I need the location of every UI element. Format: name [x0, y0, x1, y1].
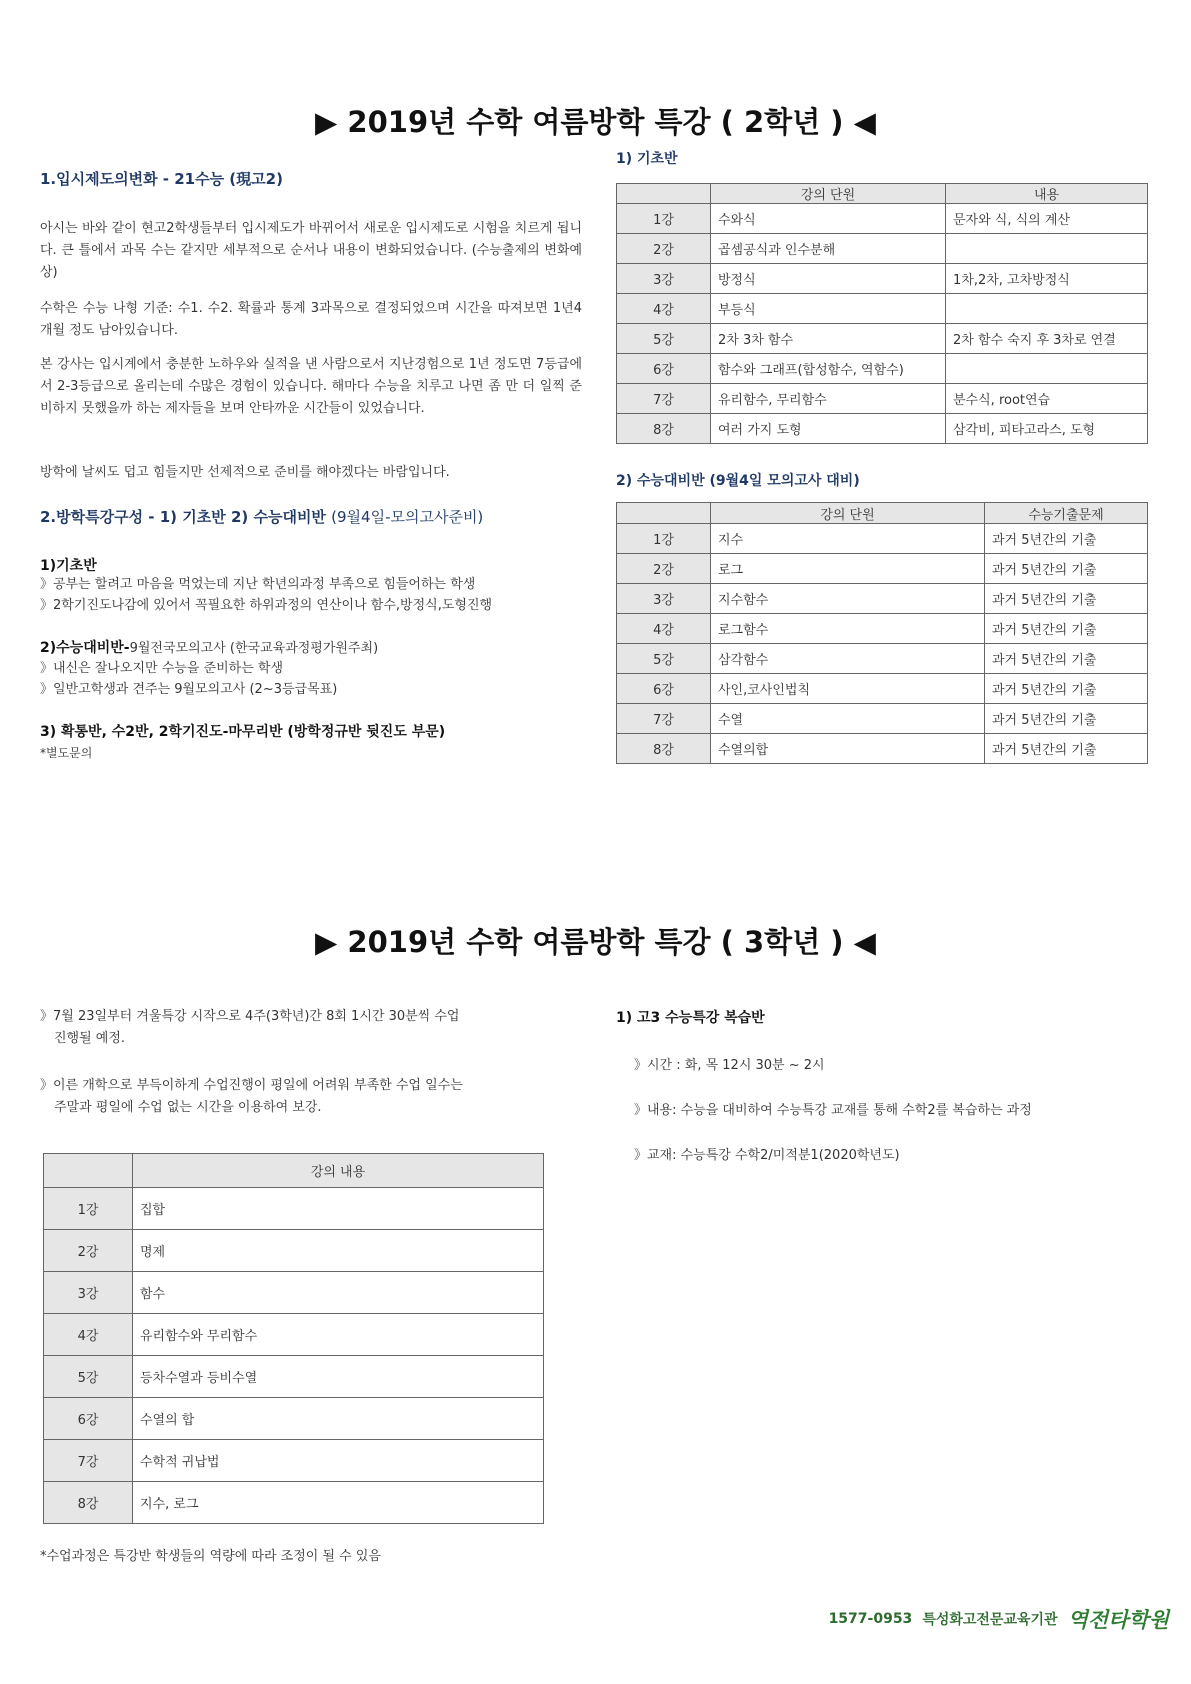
section1-paragraph-3: 본 강사는 입시계에서 충분한 노하우와 실적을 낸 사람으로서 지난경험으로 1년 정도면 7등급에서 2-3등급으로 올리는데 수많은 경험이 있습니다. 해마다 수능을 치루고 나면 좀 만 더 일찍 준비하지 못했을까 하는 제자들을 보며 안타까운 시간들이 있었습니다. — [40, 357, 582, 416]
review-class-content: 》내용: 수능을 대비하여 수능특강 교재를 통해 수학2를 복습하는 과정 — [634, 1103, 1032, 1118]
review-class-heading: 1) 고3 수능특강 복습반 — [616, 1010, 765, 1026]
grade3-intro-1-cont: 진행될 예정. — [54, 1031, 126, 1046]
table-row — [617, 644, 1148, 674]
table-row — [617, 584, 1148, 614]
review-class-time: 》시간 : 화, 목 12시 30분 ~ 2시 — [634, 1058, 825, 1073]
grade3-title: ▶ 2019년 수학 여름방학 특강 ( 3학년 ) ◀ — [315, 925, 876, 959]
header-unit: 강의 단원 — [711, 184, 946, 204]
table-row — [617, 704, 1148, 734]
lesson-unit: 사인,코사인법칙 — [711, 674, 985, 704]
diagonal-header-cell — [617, 184, 711, 204]
grade3-lesson-table — [43, 1153, 544, 1524]
section2-heading-sub: (9월4일-모의고사준비) — [331, 508, 484, 526]
table-row — [617, 384, 1148, 414]
lesson-content: 문자와 식, 식의 계산 — [946, 204, 1148, 234]
header-content: 수능기출문제 — [985, 503, 1148, 524]
footer-phone: 1577-0953 — [828, 1611, 913, 1627]
grade3-intro-2-cont: 주말과 평일에 수업 없는 시간을 이용하여 보강. — [54, 1100, 322, 1115]
table-row — [617, 324, 1148, 354]
lesson-content: 과거 5년간의 기출 — [985, 704, 1148, 734]
section1-paragraph-4: 방학에 날씨도 덥고 힘들지만 선제적으로 준비를 해야겠다는 바람입니다. — [40, 465, 450, 480]
lesson-number: 4강 — [44, 1314, 133, 1356]
csat-class-title — [40, 637, 378, 657]
lesson-content: 과거 5년간의 기출 — [985, 674, 1148, 704]
lesson-unit: 부등식 — [711, 294, 946, 324]
table-row — [617, 294, 1148, 324]
lesson-content: 삼각비, 피타고라스, 도형 — [946, 414, 1148, 444]
lesson-number: 7강 — [44, 1440, 133, 1482]
lesson-unit: 유리함수, 무리함수 — [711, 384, 946, 414]
header-content: 강의 내용 — [133, 1154, 544, 1188]
lesson-number: 8강 — [617, 414, 711, 444]
lesson-content: 등차수열과 등비수열 — [133, 1356, 544, 1398]
table-row — [617, 354, 1148, 384]
csat-class-table — [616, 502, 1148, 764]
section1-heading: 1.입시제도의변화 - 21수능 (現고2) — [40, 170, 283, 188]
lesson-content: 과거 5년간의 기출 — [985, 584, 1148, 614]
basic-class-item-2: 》2학기진도나감에 있어서 꼭필요한 하위과정의 연산이나 함수,방정식,도형진행 — [40, 598, 493, 613]
lesson-content: 과거 5년간의 기출 — [985, 734, 1148, 764]
csat-class-item-2: 》일반고학생과 견주는 9월모의고사 (2~3등급목표) — [40, 682, 338, 697]
other-class-title: 3) 확통반, 수2반, 2학기진도-마무리반 (방학정규반 뒷진도 부문) — [40, 724, 446, 740]
section2-heading-main: 2.방학특강구성 - 1) 기초반 2) 수능대비반 — [40, 508, 326, 526]
header-content: 내용 — [946, 184, 1148, 204]
lesson-content: 수학적 귀납법 — [133, 1440, 544, 1482]
csat-class-title-main: 2)수능대비반- — [40, 640, 130, 656]
lesson-number: 1강 — [617, 524, 711, 554]
lesson-content — [946, 354, 1148, 384]
lesson-content: 과거 5년간의 기출 — [985, 644, 1148, 674]
lesson-content: 유리함수와 무리함수 — [133, 1314, 544, 1356]
lesson-unit: 로그함수 — [711, 614, 985, 644]
lesson-number: 3강 — [617, 264, 711, 294]
review-class-textbook: 》교재: 수능특강 수학2/미적분1(2020학년도) — [634, 1148, 900, 1163]
basic-table-heading: 1) 기초반 — [616, 151, 678, 167]
header-unit: 강의 단원 — [711, 503, 985, 524]
diagonal-header-cell — [617, 503, 711, 524]
table-header-row — [617, 184, 1148, 204]
lesson-unit: 삼각함수 — [711, 644, 985, 674]
lesson-number: 3강 — [617, 584, 711, 614]
csat-table-heading: 2) 수능대비반 (9월4일 모의고사 대비) — [616, 473, 860, 489]
lesson-number: 2강 — [44, 1230, 133, 1272]
lesson-number: 6강 — [44, 1398, 133, 1440]
lesson-number: 7강 — [617, 704, 711, 734]
footer-organization: 특성화고전문교육기관 — [922, 1612, 1058, 1628]
table-row — [617, 524, 1148, 554]
table-row — [617, 414, 1148, 444]
academy-logo: 역전타학원 — [1067, 1607, 1169, 1632]
lesson-content: 분수식, root연습 — [946, 384, 1148, 414]
diagonal-header-cell — [44, 1154, 133, 1188]
table-row — [44, 1440, 544, 1482]
lesson-content: 명제 — [133, 1230, 544, 1272]
csat-class-item-1: 》내신은 잘나오지만 수능을 준비하는 학생 — [40, 661, 284, 676]
lesson-number: 8강 — [617, 734, 711, 764]
lesson-number: 1강 — [44, 1188, 133, 1230]
table-row — [617, 614, 1148, 644]
lesson-content: 2차 함수 숙지 후 3차로 연결 — [946, 324, 1148, 354]
lesson-number: 2강 — [617, 234, 711, 264]
lesson-number: 6강 — [617, 674, 711, 704]
lesson-number: 5강 — [44, 1356, 133, 1398]
lesson-content: 과거 5년간의 기출 — [985, 554, 1148, 584]
grade3-adjust-note: *수업과정은 특강반 학생들의 역량에 따라 조정이 될 수 있음 — [40, 1549, 381, 1564]
lesson-unit: 함수와 그래프(합성함수, 역함수) — [711, 354, 946, 384]
lesson-unit: 2차 3차 함수 — [711, 324, 946, 354]
lesson-number: 3강 — [44, 1272, 133, 1314]
lesson-unit: 수열 — [711, 704, 985, 734]
table-row — [617, 554, 1148, 584]
table-row — [44, 1230, 544, 1272]
lesson-unit: 수열의합 — [711, 734, 985, 764]
other-class-note: *별도문의 — [40, 746, 93, 760]
table-header-row — [617, 503, 1148, 524]
basic-class-title: 1)기초반 — [40, 558, 97, 574]
lesson-unit: 방정식 — [711, 264, 946, 294]
footer — [829, 1604, 1169, 1634]
lesson-number: 4강 — [617, 294, 711, 324]
table-row — [617, 204, 1148, 234]
lesson-unit: 지수 — [711, 524, 985, 554]
lesson-number: 5강 — [617, 644, 711, 674]
lesson-content: 함수 — [133, 1272, 544, 1314]
lesson-unit: 여러 가지 도형 — [711, 414, 946, 444]
grade3-intro-2: 》이른 개학으로 부득이하게 수업진행이 평일에 어려워 부족한 수업 일수는 — [40, 1078, 463, 1093]
lesson-number: 2강 — [617, 554, 711, 584]
section1-paragraph-2: 수학은 수능 나형 기준: 수1. 수2. 확률과 통계 3과목으로 결정되었으며 시간을 따져보면 1년4개월 정도 남아있습니다. — [40, 301, 582, 338]
lesson-content — [946, 234, 1148, 264]
lesson-unit: 로그 — [711, 554, 985, 584]
table-row — [44, 1314, 544, 1356]
basic-class-table — [616, 183, 1148, 444]
grade2-title: ▶ 2019년 수학 여름방학 특강 ( 2학년 ) ◀ — [315, 105, 876, 139]
lesson-number: 1강 — [617, 204, 711, 234]
grade3-intro-1: 》7월 23일부터 겨울특강 시작으로 4주(3학년)간 8회 1시간 30분씩 수업 — [40, 1009, 460, 1024]
table-row — [617, 264, 1148, 294]
basic-class-item-1: 》공부는 할려고 마음을 먹었는데 지난 학년의과정 부족으로 힘들어하는 학생 — [40, 577, 476, 592]
lesson-unit: 수와식 — [711, 204, 946, 234]
section1-paragraph-1: 아시는 바와 같이 현고2학생들부터 입시제도가 바뀌어서 새로운 입시제도로 시험을 치르게 됩니다. 큰 틀에서 과목 수는 같지만 세부적으로 순서나 내용이 변화되었습니다. (수능출제의 변화예상) — [40, 221, 582, 280]
lesson-content — [946, 294, 1148, 324]
table-row — [44, 1482, 544, 1524]
lesson-content: 1차,2차, 고차방정식 — [946, 264, 1148, 294]
lesson-content: 지수, 로그 — [133, 1482, 544, 1524]
lesson-number: 8강 — [44, 1482, 133, 1524]
lesson-unit: 지수함수 — [711, 584, 985, 614]
table-header-row — [44, 1154, 544, 1188]
lesson-content: 과거 5년간의 기출 — [985, 614, 1148, 644]
lesson-content: 수열의 합 — [133, 1398, 544, 1440]
csat-class-title-rest: 9월전국모의고사 (한국교육과정평가원주최) — [129, 641, 379, 656]
lesson-number: 7강 — [617, 384, 711, 414]
table-row — [44, 1398, 544, 1440]
section2-heading — [40, 506, 483, 527]
table-row — [44, 1356, 544, 1398]
lesson-number: 4강 — [617, 614, 711, 644]
lesson-number: 6강 — [617, 354, 711, 384]
lesson-content: 과거 5년간의 기출 — [985, 524, 1148, 554]
lesson-number: 5강 — [617, 324, 711, 354]
table-row — [44, 1272, 544, 1314]
table-row — [44, 1188, 544, 1230]
table-row — [617, 734, 1148, 764]
table-row — [617, 234, 1148, 264]
lesson-content: 집합 — [133, 1188, 544, 1230]
table-row — [617, 674, 1148, 704]
lesson-unit: 곱셈공식과 인수분해 — [711, 234, 946, 264]
